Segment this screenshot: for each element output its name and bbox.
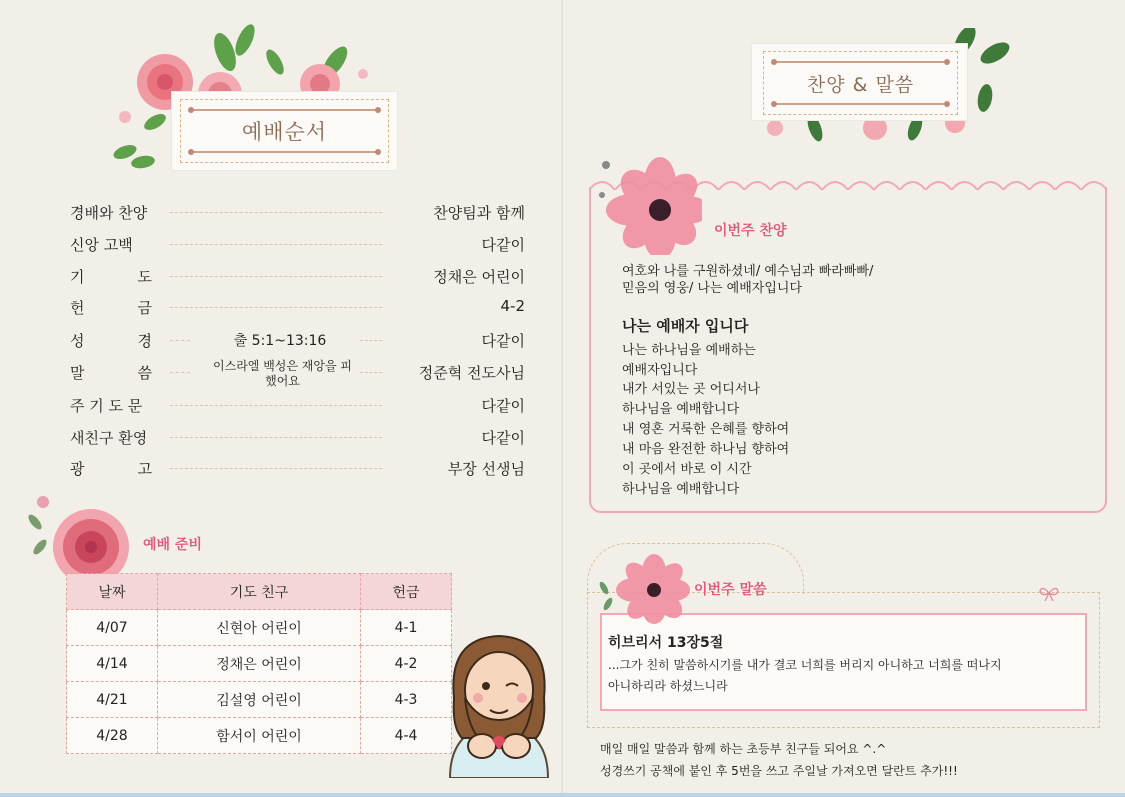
table-cell: 4-4 xyxy=(361,718,452,754)
table-cell: 4/14 xyxy=(67,646,158,682)
table-cell: 4/21 xyxy=(67,682,158,718)
order-label: 성 경 xyxy=(70,332,152,350)
window-bottom-edge xyxy=(0,793,1125,797)
order-label: 경배와 찬양 xyxy=(70,204,148,222)
order-assignee: 다같이 xyxy=(481,397,525,415)
order-detail: 이스라엘 백성은 재앙을 피했어요 xyxy=(213,359,352,388)
lyric-line: 예배자입니다 xyxy=(622,363,698,378)
table-cell: 4/07 xyxy=(67,610,158,646)
order-detail: 출 5:1~13:16 xyxy=(233,333,327,349)
pink-flower-word-icon xyxy=(594,552,694,624)
song-title-card xyxy=(752,44,967,120)
song-section-label: 이번주 찬양 xyxy=(714,223,787,239)
order-label: 말 씀 xyxy=(70,364,152,382)
table-cell: 정채은 어린이 xyxy=(158,646,361,682)
right-title: 찬양 & 말씀 xyxy=(806,73,915,96)
lyric-line: 나는 하나님을 예배하는 xyxy=(622,343,756,358)
bottom-note: 매일 매일 말씀과 함께 하는 초등부 친구들 되어요 ^.^ xyxy=(600,742,887,756)
song-intro-line: 믿음의 영웅/ 나는 예배자입니다 xyxy=(622,281,803,296)
order-assignee: 다같이 xyxy=(481,332,525,350)
lyric-line: 하나님을 예배합니다 xyxy=(622,402,740,417)
order-label: 새친구 환영 xyxy=(70,429,148,447)
prep-header-date: 날짜 xyxy=(67,574,158,610)
song-title: 나는 예배자 입니다 xyxy=(622,317,749,335)
order-label: 광 고 xyxy=(70,460,152,478)
table-cell: 4-3 xyxy=(361,682,452,718)
order-assignee: 부장 선생님 xyxy=(447,460,525,478)
order-assignee: 4-2 xyxy=(500,297,525,315)
order-assignee: 정채은 어린이 xyxy=(433,268,525,286)
table-cell: 신현아 어린이 xyxy=(158,610,361,646)
verse-line: ...그가 친히 말씀하시기를 내가 결코 너희를 버리지 아니하고 너희를 떠나지 xyxy=(608,658,1002,672)
order-assignee: 정준혁 전도사님 xyxy=(418,364,525,382)
prep-header-prayer: 기도 친구 xyxy=(158,574,361,610)
order-title: 예배순서 xyxy=(241,120,328,144)
order-assignee: 다같이 xyxy=(481,429,525,447)
prep-header-offering: 헌금 xyxy=(361,574,452,610)
lyric-line: 내 마음 완전한 하나님 향하여 xyxy=(622,442,790,457)
word-section-label: 이번주 말씀 xyxy=(694,582,767,598)
order-label: 기 도 xyxy=(70,268,152,286)
song-title-frame xyxy=(763,51,958,115)
table-cell: 김설영 어린이 xyxy=(158,682,361,718)
order-label: 신앙 고백 xyxy=(70,236,133,254)
order-assignee: 다같이 xyxy=(481,236,525,254)
pink-flower-song-icon xyxy=(592,155,702,255)
order-label: 주 기 도 문 xyxy=(70,397,143,415)
song-intro xyxy=(622,263,873,297)
bottom-note: 성경쓰기 공책에 붙인 후 5번을 쓰고 주일날 가져오면 달란트 추가!!! xyxy=(600,764,958,778)
song-intro-line: 여호와 나를 구원하셨네/ 예수님과 빠라빠빠/ xyxy=(622,264,874,279)
table-cell: 4-2 xyxy=(361,646,452,682)
lyric-line: 내가 서있는 곳 어디서나 xyxy=(622,382,760,397)
table-cell: 4-1 xyxy=(361,610,452,646)
verse-line: 아니하리라 하셨느니라 xyxy=(608,679,728,693)
lyric-line: 하나님을 예배합니다 xyxy=(622,482,740,497)
lyric-line: 이 곳에서 바로 이 시간 xyxy=(622,462,752,477)
prep-title: 예배 준비 xyxy=(143,537,202,553)
verse-reference: 히브리서 13장5절 xyxy=(608,635,724,651)
lyric-line: 내 영혼 거룩한 은혜를 향하여 xyxy=(622,422,790,437)
order-label: 헌 금 xyxy=(70,299,152,317)
order-assignee: 찬양팀과 함께 xyxy=(433,204,525,222)
table-cell: 4/28 xyxy=(67,718,158,754)
ribbon-icon xyxy=(1038,585,1060,601)
table-cell: 함서이 어린이 xyxy=(158,718,361,754)
